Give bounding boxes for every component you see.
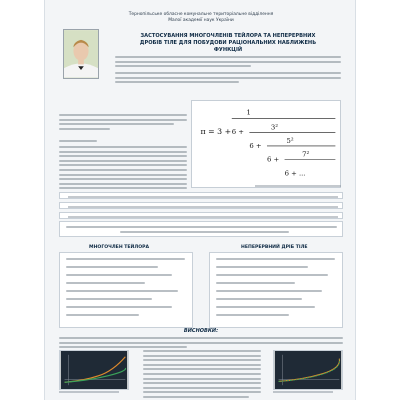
cf-denominator-4: 6 + ... [284, 169, 306, 178]
methods-row [59, 212, 343, 219]
cf-denominator-1: 6 + [231, 128, 245, 137]
poster [44, 0, 356, 400]
cf-numerator-3: 5² [286, 137, 294, 146]
cf-numerator-2: 3² [270, 123, 278, 132]
poster-title [115, 33, 341, 54]
title-line-3: ФУНКЦІЙ [213, 47, 243, 53]
organization-header [45, 12, 356, 24]
taylor-graph [59, 350, 129, 390]
continued-fraction-figure [191, 100, 341, 188]
cf-lhs: π = 3 + [200, 127, 232, 137]
taylor-column-heading: МНОГОЧЛЕН ТЕЙЛОРА [89, 245, 150, 250]
cf-denominator-3: 6 + [266, 155, 280, 164]
continued-fraction-svg [192, 101, 340, 187]
aim-section [59, 114, 187, 132]
conclusions-heading: ВИСНОВКИ: [183, 328, 219, 334]
org-line-2: Малої академії наук України [168, 18, 234, 23]
title-line-1: ЗАСТОСУВАННЯ МНОГОЧЛЕНІВ ТЕЙЛОРА ТА НЕПЕРЕРВНИХ [140, 33, 316, 39]
thiele-graph-caption [273, 391, 333, 393]
org-line-1: Тернопільське обласне комунальне територіальне відділення [128, 12, 274, 17]
cf-denominator-2: 6 + [249, 141, 262, 150]
figure-caption [255, 185, 341, 187]
thiele-graph-svg [274, 351, 342, 389]
tasks-section [59, 140, 187, 197]
author-photo-image [64, 30, 98, 78]
thiele-column-heading: НЕПЕРЕРВНИЙ ДРІБ ТІЛЕ [241, 245, 308, 250]
cf-numerator-4: 7² [302, 150, 310, 159]
author-block [115, 56, 341, 86]
title-line-2: ДРОБІВ ТІЛЕ ДЛЯ ПОБУДОВИ РАЦІОНАЛЬНИХ НАБЛИЖЕНЬ [139, 40, 317, 46]
hypothesis-box [59, 221, 343, 237]
subject-row [59, 202, 343, 209]
taylor-graph-caption [59, 391, 119, 393]
thiele-graph [273, 350, 343, 390]
taylor-formulas [59, 252, 193, 328]
author-photo [63, 29, 99, 79]
cf-numerator-1: 1 [246, 108, 251, 117]
conclusions-text [59, 337, 343, 351]
object-row [59, 192, 343, 199]
thiele-formulas [209, 252, 343, 328]
graphs-description [143, 350, 261, 400]
taylor-graph-svg [60, 351, 128, 389]
